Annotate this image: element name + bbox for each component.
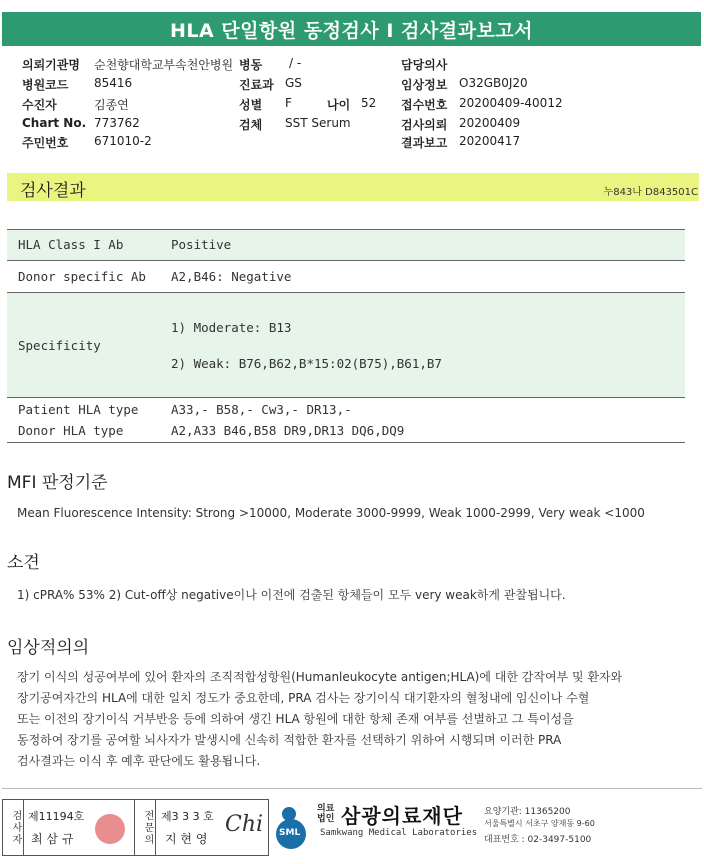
signature-box	[2, 799, 269, 856]
row-value-specificity-2: 2) Weak: B76,B62,B*15:02(B75),B61,B7	[171, 356, 442, 371]
institution-value: 순천향대학교부속천안병원	[94, 58, 234, 72]
sex-value: F	[285, 96, 292, 110]
row-value-class1: Positive	[171, 237, 232, 252]
dept-value: GS	[285, 76, 302, 90]
ward-label: 병동	[239, 58, 263, 72]
specimen-value: SST Serum	[285, 116, 351, 130]
mfi-heading: MFI 판정기준	[7, 473, 108, 493]
row-value-patient-hla: A33,- B58,- Cw3,- DR13,-	[171, 402, 352, 417]
hospital-code-value: 85416	[94, 76, 133, 90]
clinical-line-1: 장기 이식의 성공여부에 있어 환자의 조직적합성항원(Humanleukocyte antigen;HLA)에 대한 감작여부 및 환자와	[17, 670, 623, 684]
chart-label: Chart No.	[22, 116, 87, 130]
ward-value: / -	[289, 56, 302, 70]
row-label-dsa: Donor specific Ab	[18, 269, 146, 284]
report-title: HLA 단일항원 동정검사 I 검사결과보고서	[2, 12, 701, 46]
specialist-license: 제3 3 3 호	[161, 810, 214, 823]
request-label: 검사의뢰	[401, 118, 448, 132]
org-name: 삼광의료재단	[341, 804, 463, 828]
id-label: 주민번호	[22, 136, 69, 150]
age-label: 나이	[327, 98, 351, 112]
table-line-3	[7, 397, 685, 398]
chart-value: 773762	[94, 116, 140, 130]
tester-license: 제11194호	[28, 810, 85, 823]
opinion-heading: 소견	[7, 553, 40, 573]
tester-label: 검사자	[3, 800, 24, 855]
contact-phone: 대표번호 : 02-3497-5100	[484, 835, 592, 845]
footer-divider	[2, 788, 702, 789]
hospital-code-label: 병원코드	[22, 78, 69, 92]
specialist-name: 지 현 영	[165, 832, 208, 846]
table-line-2	[7, 292, 685, 293]
report-value: 20200417	[459, 134, 521, 148]
age-value: 52	[361, 96, 377, 110]
receipt-value: 20200409-40012	[459, 96, 563, 110]
org-english: Samkwang Medical Laboratories	[320, 828, 478, 838]
row-bg-specificity	[7, 293, 685, 397]
doctor-label: 담당의사	[401, 58, 448, 72]
tester-name: 최 삼 규	[31, 832, 74, 846]
report-label: 결과보고	[401, 136, 448, 150]
dept-label: 진료과	[239, 78, 274, 92]
institution-label: 의뢰기관명	[22, 58, 80, 72]
row-label-specificity: Specificity	[18, 338, 101, 353]
clinical-line-2: 장기공여자간의 HLA에 대한 일치 정도가 중요한데, PRA 검사는 장기이식 대기환자의 혈청내에 임신이나 수혈	[17, 691, 590, 705]
clinical-line-5: 검사결과는 이식 후 예후 판단에도 활용됩니다.	[17, 754, 261, 768]
org-prefix: 의료법인	[317, 804, 335, 824]
request-value: 20200409	[459, 116, 521, 130]
row-value-donor-hla: A2,A33 B46,B58 DR9,DR13 DQ6,DQ9	[171, 423, 405, 438]
clinical-meaning-heading: 임상적의의	[7, 638, 90, 658]
specialist-signature: Chi	[225, 812, 264, 837]
result-header-bar	[7, 173, 699, 201]
contact-address: 서울특별시 서초구 양재동 9-60	[484, 819, 595, 828]
specialist-label: 전문의	[134, 800, 156, 855]
clinical-value: O32GB0J20	[459, 76, 528, 90]
row-label-patient-hla: Patient HLA type	[18, 402, 139, 417]
table-line-1	[7, 260, 685, 261]
clinical-line-4: 동정하여 장기를 공여할 뇌사자가 발생시에 신속히 적합한 환자를 선택하기 위하여 시행되며 이러한 PRA	[17, 733, 562, 747]
logo-text: SML	[279, 828, 301, 838]
contact-code: 요양기관: 11365200	[484, 807, 571, 817]
sml-logo-icon	[271, 802, 311, 850]
patient-value: 김종연	[94, 98, 129, 112]
sex-label: 성별	[239, 98, 263, 112]
clinical-label: 임상정보	[401, 78, 448, 92]
result-code: 누843나 D843501C	[603, 187, 698, 198]
receipt-label: 접수번호	[401, 98, 448, 112]
patient-label: 수진자	[22, 98, 57, 112]
specimen-label: 검체	[239, 118, 263, 132]
table-line-bottom	[7, 442, 685, 443]
mfi-text: Mean Fluorescence Intensity: Strong >10000, Moderate 3000-9999, Weak 1000-2999, Very weak <1000	[17, 506, 645, 520]
opinion-text: 1) cPRA% 53% 2) Cut-off상 negative이나 이전에 검출된 항체들이 모두 very weak하게 관찰됩니다.	[17, 588, 566, 602]
clinical-line-3: 또는 이전의 장기이식 거부반응 등에 의하여 생긴 HLA 항원에 대한 항체 존재 여부를 선별하고 그 특이성을	[17, 712, 574, 726]
result-title: 검사결과	[20, 181, 86, 201]
row-label-class1: HLA Class I Ab	[18, 237, 124, 252]
id-value: 671010-2	[94, 134, 152, 148]
table-line-top	[7, 229, 685, 230]
row-value-specificity-1: 1) Moderate: B13	[171, 320, 292, 335]
tester-seal	[95, 814, 125, 844]
row-label-donor-hla: Donor HLA type	[18, 423, 124, 438]
row-value-dsa: A2,B46: Negative	[171, 269, 292, 284]
